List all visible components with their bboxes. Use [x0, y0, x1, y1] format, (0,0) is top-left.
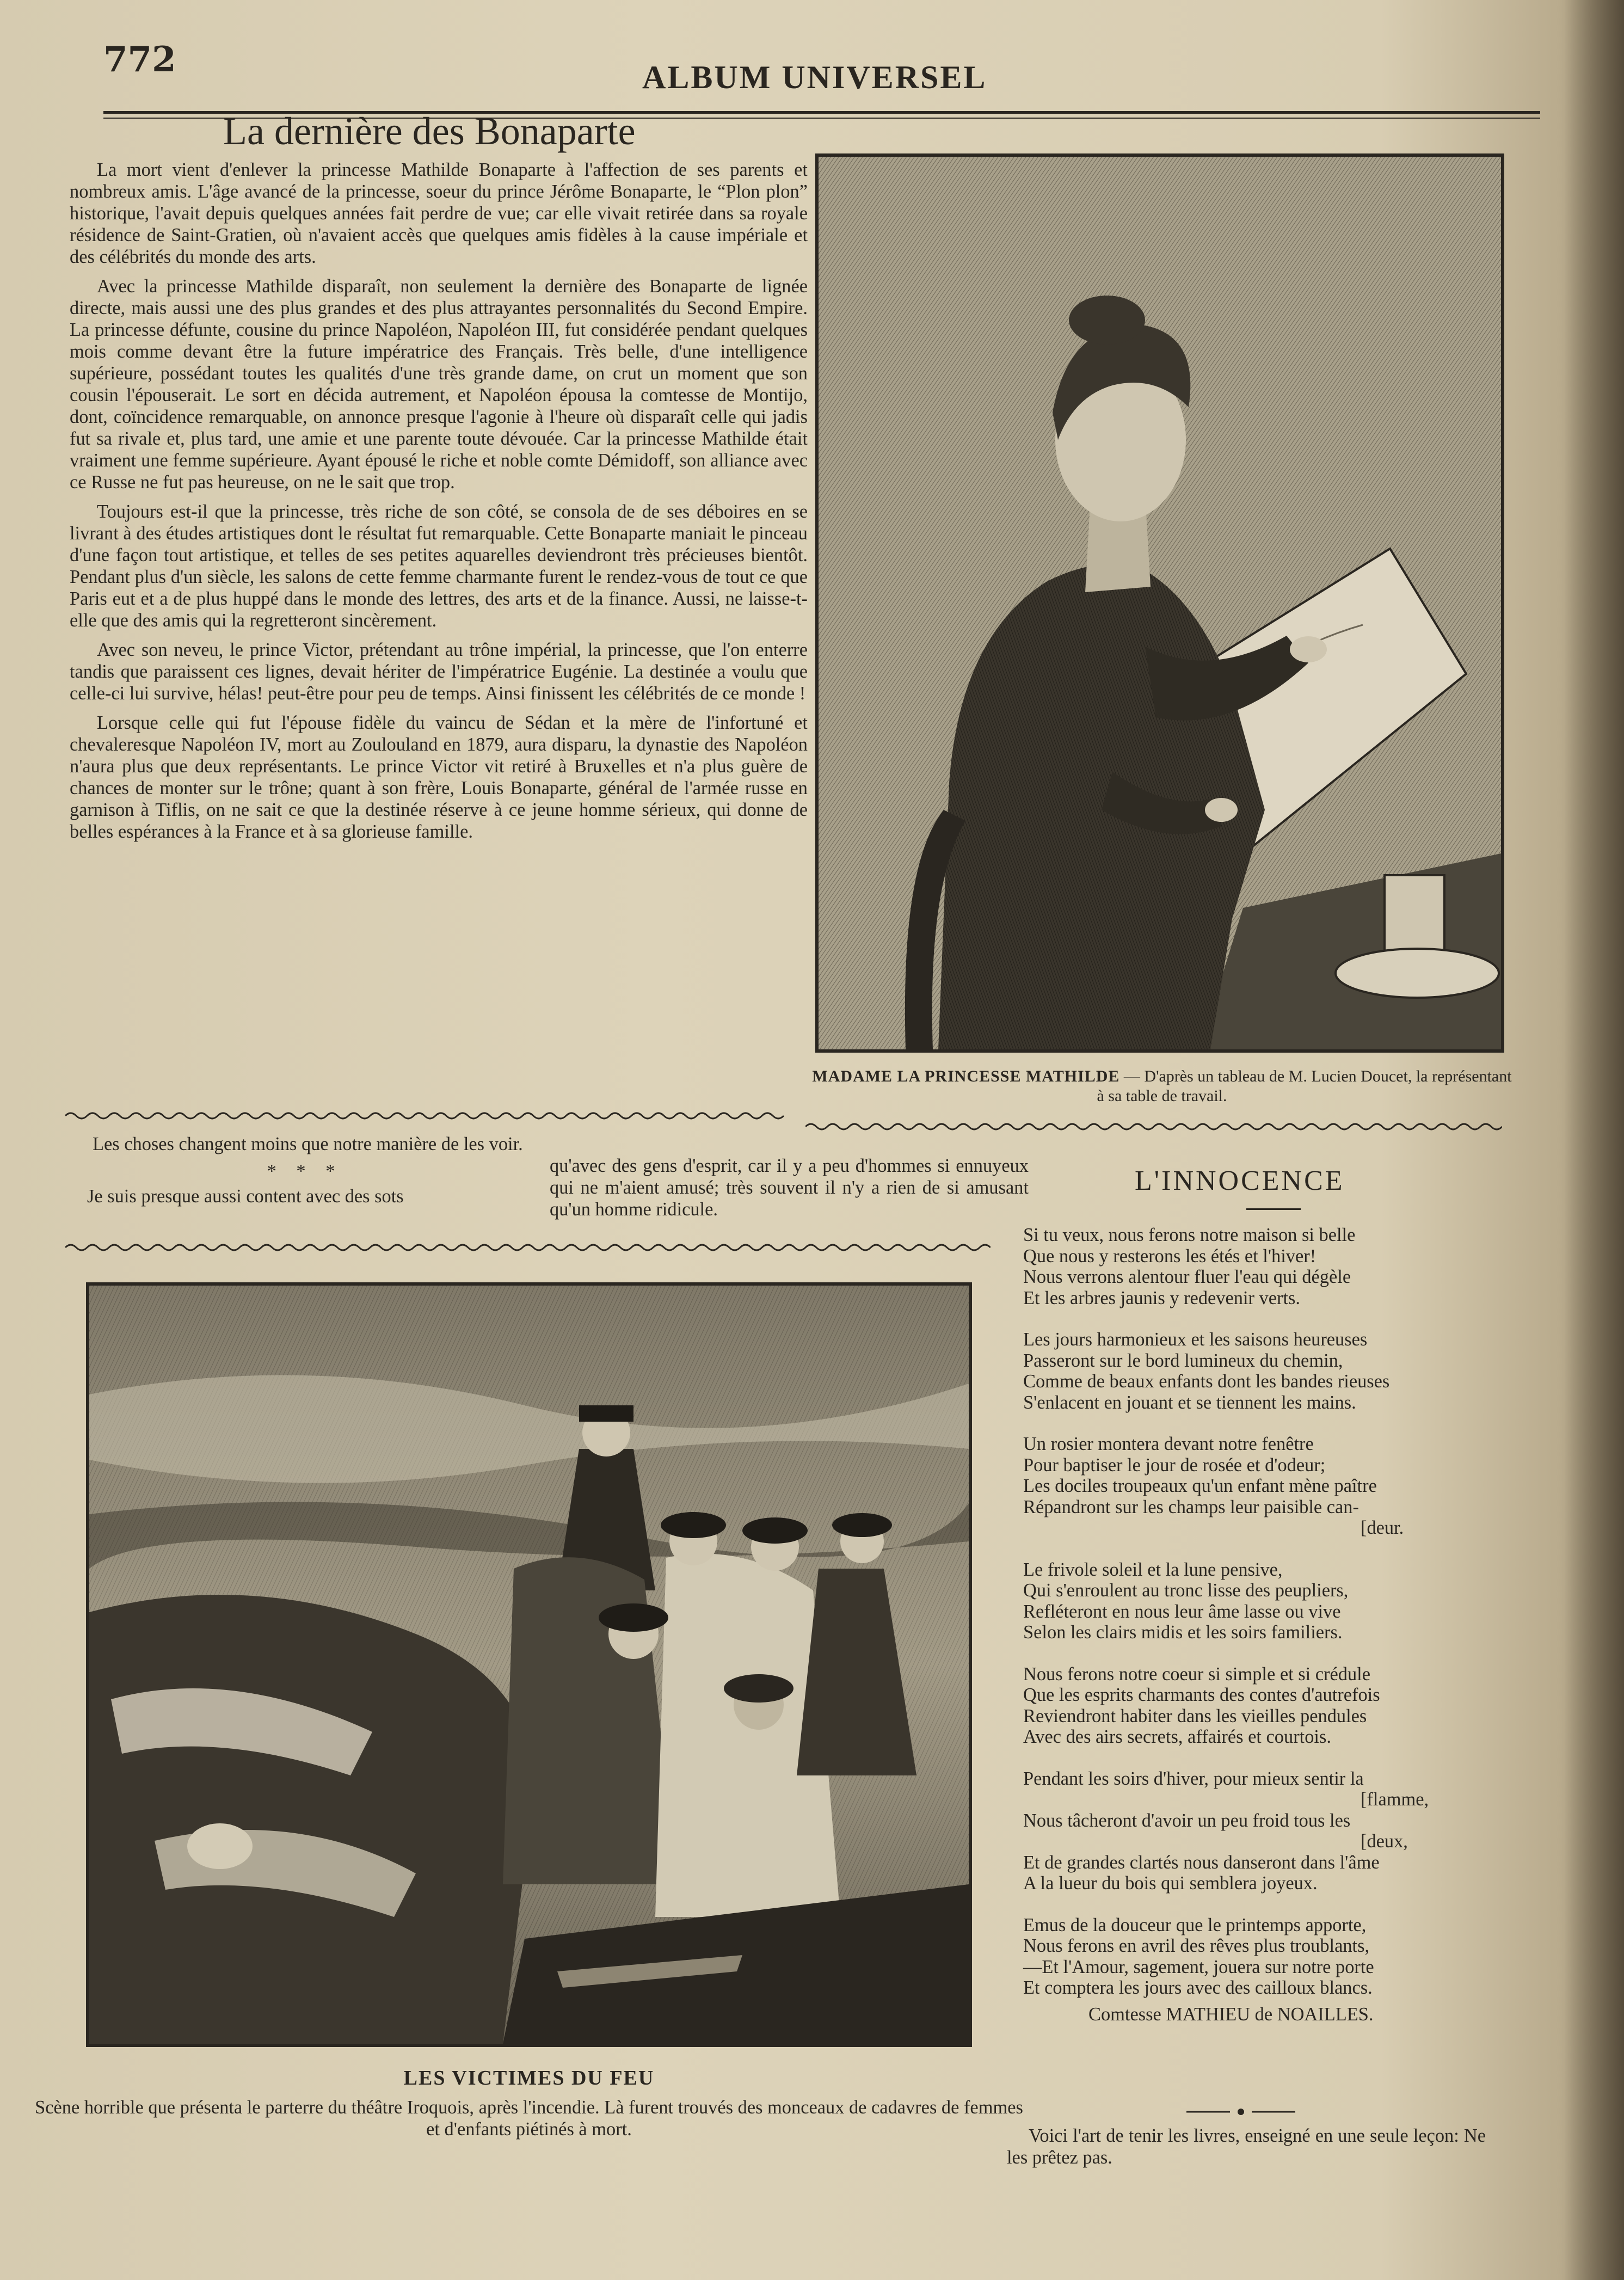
poem-line-continuation: [deux, [1361, 1831, 1408, 1852]
poem-line: Nous verrons alentour fluer l'eau qui dégèle [1023, 1267, 1351, 1287]
maxim-separator: * * * [267, 1161, 343, 1182]
poem-line: Reviendront habiter dans les vieilles pendules [1023, 1705, 1367, 1726]
closing-quip: Voici l'art de tenir les livres, enseigné en une seule leçon: Ne les prêtez pas. [1007, 2125, 1486, 2168]
poem-line: Pour baptiser le jour de rosée et d'odeur; [1023, 1454, 1326, 1476]
poem-line: Passeront sur le bord lumineux du chemin, [1023, 1350, 1343, 1371]
poem-line: Répandront sur les champs leur paisible can- [1023, 1496, 1359, 1517]
article-paragraph: La mort vient d'enlever la princesse Mathilde Bonaparte à l'affection de ses parents et nombreux amis. L'âge avancé de la princesse, soeur du prince Jérôme Bonaparte, le “Plon plon” historique, l'avait depuis quelques années fait perdre de vue; car elle vivait retirée dans sa royale résidence de Saint-Gratien, où n'avaient accès que quelques amis fidèles à la cause impériale et des célébrités du monde des arts. [70, 159, 808, 267]
princess-portrait-engraving [815, 153, 1504, 1053]
poem-line: Qui s'enroulent au tronc lisse des peupliers, [1023, 1580, 1349, 1601]
poem-line: Le frivole soleil et la lune pensive, [1023, 1559, 1283, 1580]
poem-line: Que les esprits charmants des contes d'autrefois [1023, 1685, 1380, 1705]
poem-signature [1023, 2004, 1557, 2025]
page-number: 772 [103, 39, 176, 80]
poem-line: Si tu veux, nous ferons notre maison si belle [1023, 1225, 1356, 1245]
illustration-caption: Scène horrible que présenta le parterre du théâtre Iroquois, après l'incendie. Là furent trouvés des monceaux de cadavres de femmes et d'enfants piétinés à mort. [35, 2097, 1023, 2140]
poem-stanza [1023, 1768, 1557, 1894]
publication-title: ALBUM UNIVERSEL [642, 59, 987, 95]
portrait-caption-text: — D'après un tableau de M. Lucien Doucet, la représentant à sa table de travail. [1097, 1067, 1512, 1105]
article-body [70, 159, 808, 843]
poem-line: Pendant les soirs d'hiver, pour mieux sentir la [1023, 1768, 1364, 1789]
poem-line: Emus de la douceur que le printemps apporte, [1023, 1914, 1367, 1935]
poem-signature-name: MATHIEU de NOAILLES. [1166, 2004, 1374, 2025]
fire-victims-illustration [86, 1282, 972, 2047]
portrait-caption-subject: MADAME LA PRINCESSE MATHILDE [812, 1067, 1120, 1085]
maxim-right: qu'avec des gens d'esprit, car il y a peu d'hommes si ennuyeux qui ne m'aient amusé; très souvent il n'y a rien de si amusant qu'un homme ridicule. [550, 1156, 1029, 1220]
poem-line: —Et l'Amour, sagement, jouera sur notre porte [1023, 1956, 1374, 1977]
poem-line: Les dociles troupeaux qu'un enfant mène paître [1023, 1476, 1377, 1496]
poem-stanza [1023, 1329, 1557, 1413]
ornament-divider [1186, 2106, 1295, 2117]
poem-stanza [1023, 1559, 1557, 1643]
maxim-left [65, 1133, 544, 1207]
poem-line: Nous ferons notre coeur si simple et si crédule [1023, 1663, 1370, 1685]
wavy-divider [805, 1120, 1502, 1133]
poem-stanza [1023, 1225, 1557, 1308]
poem-stanza [1023, 1434, 1557, 1539]
poem-line: Refléteront en nous leur âme lasse ou vive [1023, 1601, 1341, 1622]
poem-line: Et comptera les jours avec des cailloux blancs. [1023, 1977, 1373, 1998]
portrait-caption [811, 1067, 1513, 1106]
article-paragraph: Avec son neveu, le prince Victor, prétendant au trône impérial, la princesse, que l'on enterre tandis que paraissent ces lignes, devait hériter de l'impératrice Eugénie. La destinée a voulu que celle-ci lui survive, hélas! peut-être pour peu de temps. Ainsi finissent les célébrités de ce monde ! [70, 640, 808, 704]
poem-body [1023, 1225, 1557, 2025]
poem-stanza [1023, 1664, 1557, 1748]
article-paragraph: Lorsque celle qui fut l'épouse fidèle du vaincu de Sédan et la mère de l'infortuné et chevaleresque Napoléon IV, mort au Zoulouland en 1879, aura disparu, la dynastie des Napoléon n'aura plus que deux représentants. Le prince Victor vit retiré à Bruxelles et n'a plus guère de chances de monter sur le trône; quant à son frère, Louis Bonaparte, général de l'armée russe en garnison à Tiflis, on ne sait ce que la destinée réserve à ce jeune homme sérieux, qui donne de belles espérances à la France et à sa glorieuse famille. [70, 712, 808, 842]
poem-line: Et de grandes clartés nous danseront dans l'âme [1023, 1852, 1380, 1873]
poem-line: A la lueur du bois qui semblera joyeux. [1023, 1873, 1318, 1894]
poem-line: Avec des airs secrets, affairés et courtois. [1023, 1726, 1331, 1747]
poem-line: Nous ferons en avril des rêves plus troublants, [1023, 1935, 1370, 1956]
maxim-text: Les choses changent moins que notre manière de les voir. [93, 1134, 523, 1154]
poem-line: Selon les clairs midis et les soirs familiers. [1023, 1622, 1343, 1643]
poem-line: Nous tâcheront d'avoir un peu froid tous les [1023, 1810, 1351, 1831]
portrait-illustration [819, 157, 1501, 1049]
poem-line: Un rosier montera devant notre fenêtre [1023, 1434, 1314, 1454]
poem-title-rule [1246, 1208, 1301, 1210]
poem-stanza [1023, 1915, 1557, 1999]
maxim-text: Je suis presque aussi content avec des sots [87, 1186, 404, 1207]
poem-line: Comme de beaux enfants dont les bandes rieuses [1023, 1371, 1390, 1392]
poem-line: Les jours harmonieux et les saisons heureuses [1023, 1329, 1368, 1350]
poem-line: Et les arbres jaunis y redevenir verts. [1023, 1287, 1300, 1308]
wavy-divider [65, 1109, 789, 1122]
page-gutter-shadow [1564, 0, 1624, 2280]
poem-line-continuation: [deur. [1361, 1517, 1404, 1538]
poem-signature-prefix: Comtesse [1088, 2004, 1166, 2025]
article-paragraph: Toujours est-il que la princesse, très riche de son côté, se consola de de ses déboires en se livrant à des études artistiques dont le résultat fut remarquable. Cette Bonaparte maniait le pinceau d'une façon tout artistique, et telles de ses petites aquarelles deviendront très précieuses bientôt. Pendant plus d'un siècle, les salons de cette femme charmante furent le rendez-vous de tout ce que Paris eut et a de plus huppé dans le monde des lettres, des arts et de la finance. Aussi, ne laisse-t-elle que des amis qui la regretteront sincèrement. [70, 501, 808, 631]
article-title: La dernière des Bonaparte [223, 109, 636, 153]
illustration-title: LES VICTIMES DU FEU [403, 2067, 655, 2090]
poem-line-continuation: [flamme, [1361, 1789, 1429, 1810]
poem-line: Que nous y resterons les étés et l'hiver! [1023, 1245, 1317, 1267]
wavy-divider [65, 1241, 991, 1254]
poem-title: L'INNOCENCE [1135, 1165, 1345, 1196]
poem-line: S'enlacent en jouant et se tiennent les mains. [1023, 1392, 1356, 1413]
fire-scene-engraving [89, 1286, 969, 2044]
article-paragraph: Avec la princesse Mathilde disparaît, non seulement la dernière des Bonaparte de lignée directe, mais aussi une des plus grandes et des plus attrayantes personnalités du Second Empire. La princesse défunte, cousine du prince Napoléon, Napoléon III, fut considérée pendant quelques mois comme devant être la future impératrice des Français. Très belle, d'une intelligence supérieure, possédant toutes les qualités d'une très grande dame, on crut un moment que son cousin l'épouserait. Le sort en décida autrement, et Napoléon épousa la comtesse de Montijo, dont, coïncidence remarquable, on annonce presque l'agonie à l'heure où disparaît celle qui jadis fut sa rivale et, plus tard, une amie et une parente toute dévouée. Car la princesse Mathilde était vraiment une femme supérieure. Ayant épousé le riche et noble comte Démidoff, son alliance avec ce Russe ne fut pas heureuse, on ne le sait que trop. [70, 276, 808, 493]
